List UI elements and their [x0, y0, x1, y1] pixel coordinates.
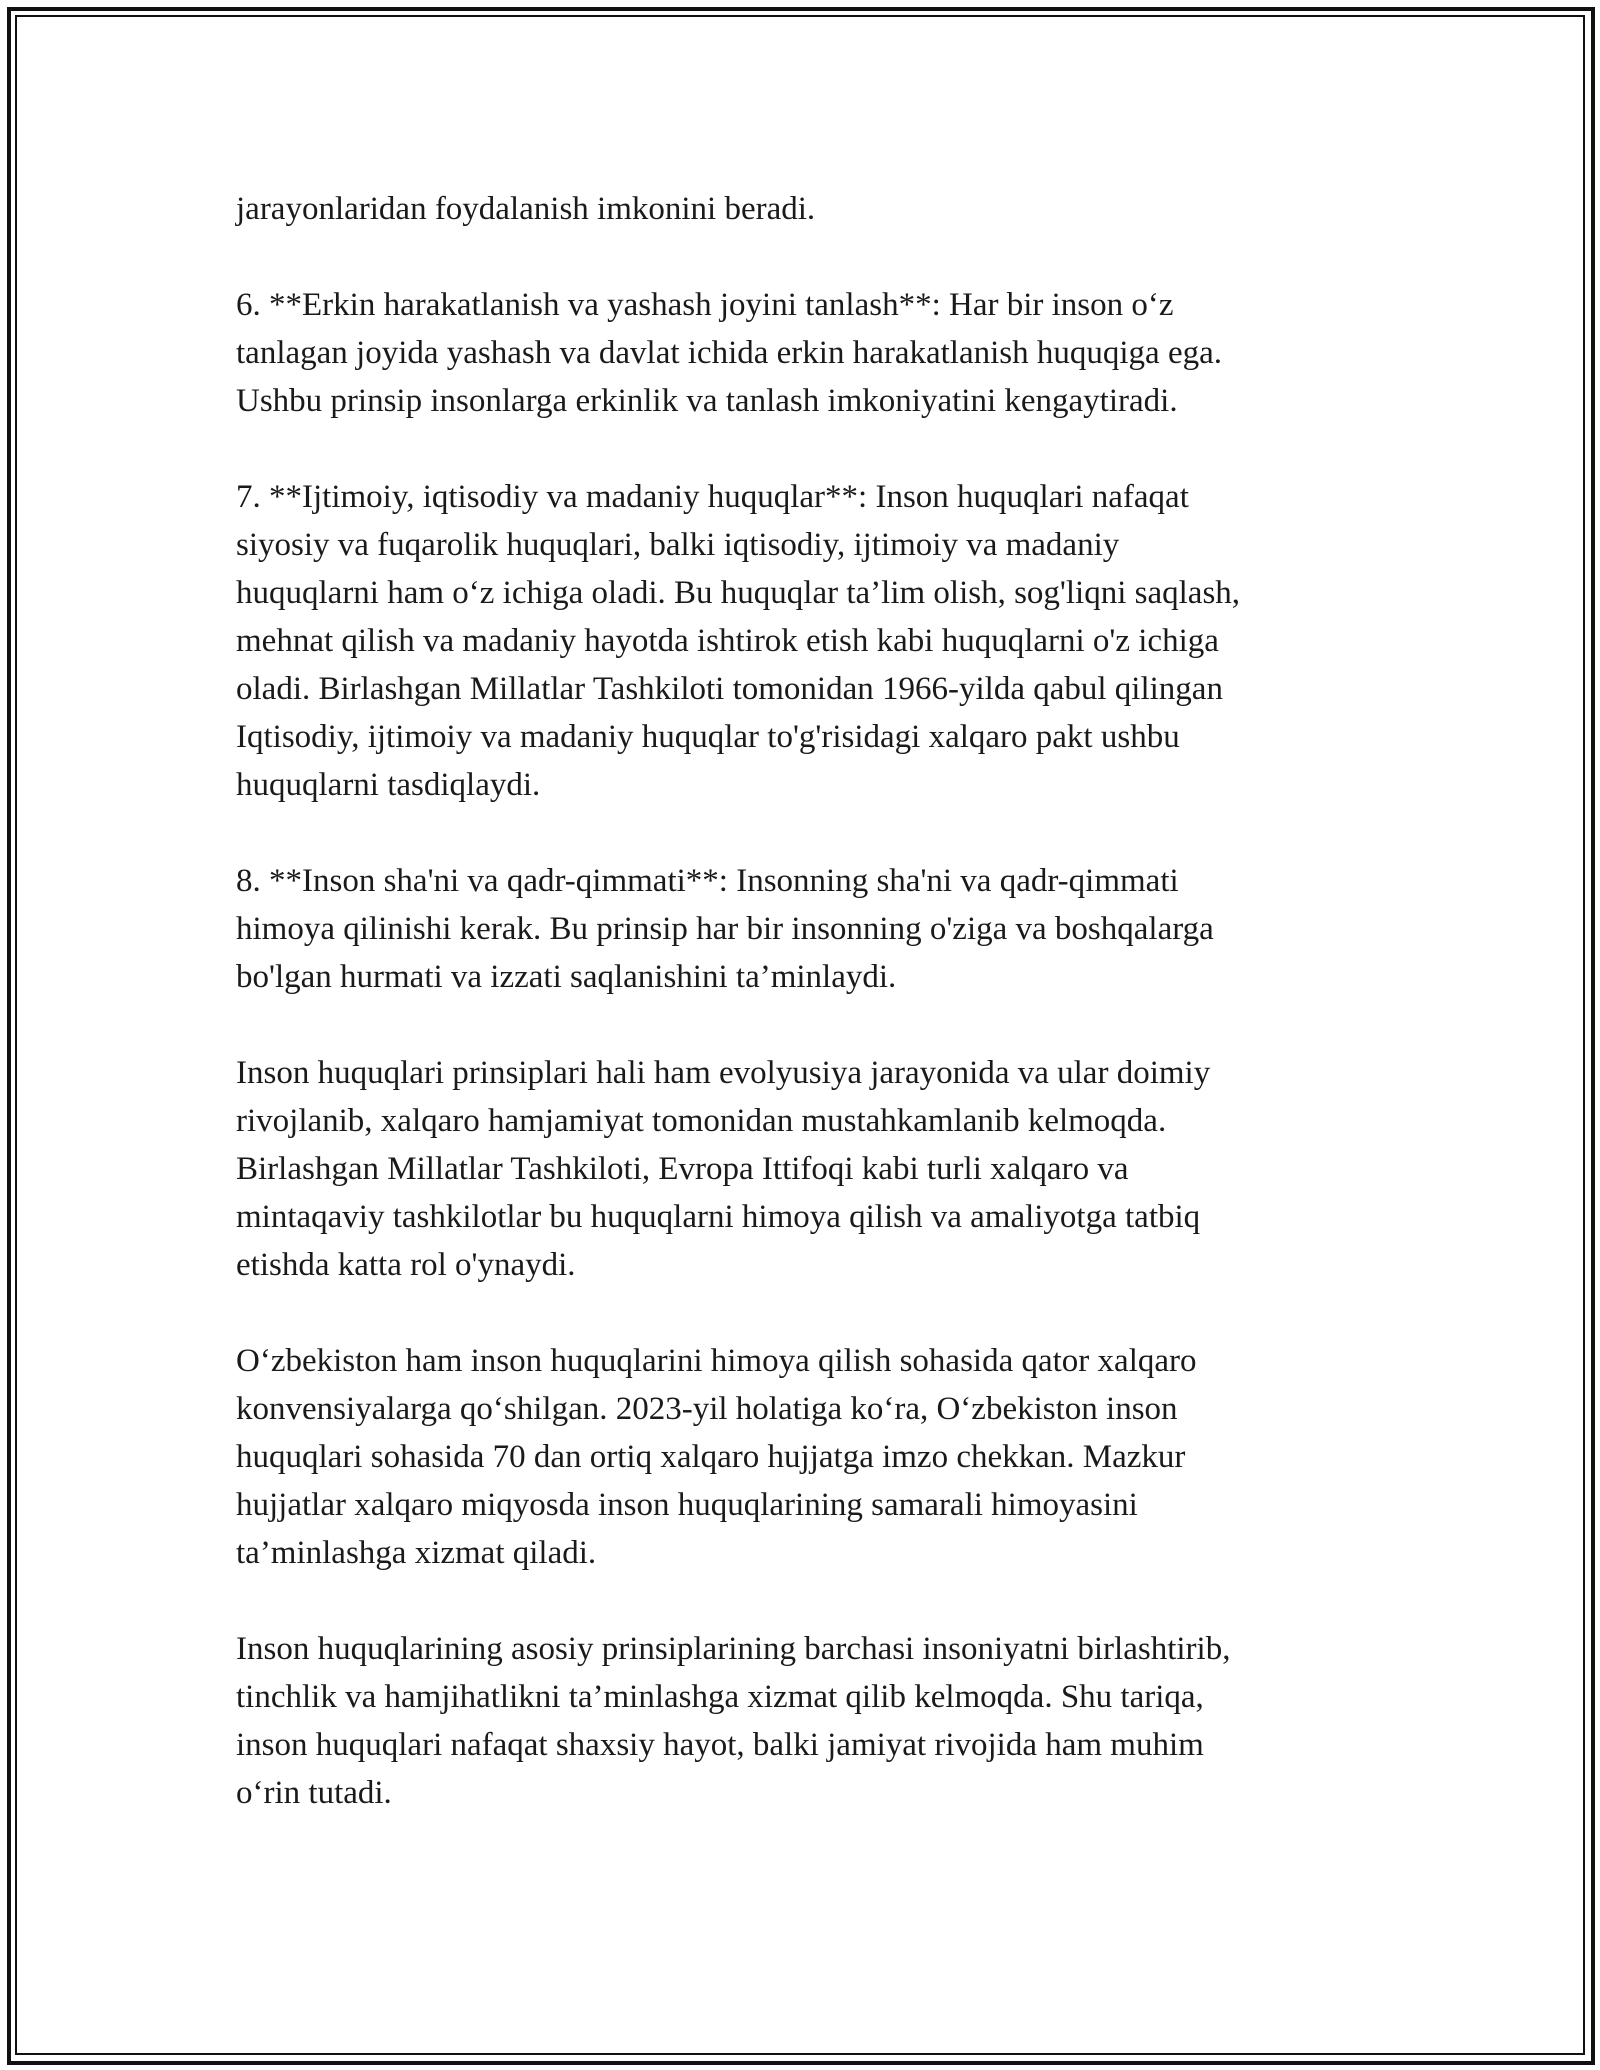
- paragraph: [236, 857, 1376, 1001]
- text-line: Inson huquqlari prinsiplari hali ham evolyusiya jarayonida va ular doimiy: [236, 1055, 1211, 1091]
- text-line: O‘zbekiston ham inson huquqlarini himoya qilish sohasida qator xalqaro: [236, 1343, 1197, 1379]
- text-line: 8. **Inson sha'ni va qadr-qimmati**: Insonning sha'ni va qadr-qimmati: [236, 863, 1179, 899]
- text-line: hujjatlar xalqaro miqyosda inson huquqlarining samarali himoyasini: [236, 1487, 1138, 1523]
- text-line: tanlagan joyida yashash va davlat ichida erkin harakatlanish huquqiga ega.: [236, 335, 1222, 371]
- text-line: 6. **Erkin harakatlanish va yashash joyini tanlash**: Har bir inson o‘z: [236, 287, 1174, 323]
- text-line: inson huquqlari nafaqat shaxsiy hayot, balki jamiyat rivojida ham muhim: [236, 1727, 1204, 1763]
- paragraph: [236, 1049, 1376, 1289]
- text-line: Inson huquqlarining asosiy prinsiplarining barchasi insoniyatni birlashtirib,: [236, 1631, 1231, 1667]
- text-line: mintaqaviy tashkilotlar bu huquqlarni himoya qilish va amaliyotga tatbiq: [236, 1199, 1201, 1235]
- text-line: himoya qilinishi kerak. Bu prinsip har bir insonning o'ziga va boshqalarga: [236, 911, 1214, 947]
- paragraph: [236, 281, 1376, 425]
- text-line: etishda katta rol o'ynaydi.: [236, 1247, 576, 1283]
- text-line: konvensiyalarga qo‘shilgan. 2023-yil holatiga ko‘ra, O‘zbekiston inson: [236, 1391, 1178, 1427]
- text-line: siyosiy va fuqarolik huquqlari, balki iqtisodiy, ijtimoiy va madaniy: [236, 527, 1120, 563]
- text-line: oladi. Birlashgan Millatlar Tashkiloti tomonidan 1966-yilda qabul qilingan: [236, 671, 1223, 707]
- text-line: rivojlanib, xalqaro hamjamiyat tomonidan mustahkamlanib kelmoqda.: [236, 1103, 1167, 1139]
- text-line: o‘rin tutadi.: [236, 1775, 392, 1811]
- text-line: huquqlarni ham o‘z ichiga oladi. Bu huquqlar ta’lim olish, sog'liqni saqlash,: [236, 575, 1241, 611]
- paragraph: [236, 185, 1376, 233]
- paragraph: [236, 1337, 1376, 1577]
- text-line: mehnat qilish va madaniy hayotda ishtirok etish kabi huquqlarni o'z ichiga: [236, 623, 1219, 659]
- paragraph: [236, 473, 1376, 809]
- text-line: Ushbu prinsip insonlarga erkinlik va tanlash imkoniyatini kengaytiradi.: [236, 383, 1178, 419]
- document-body: [236, 185, 1376, 1865]
- text-line: Birlashgan Millatlar Tashkiloti, Evropa Ittifoqi kabi turli xalqaro va: [236, 1151, 1129, 1187]
- text-line: ta’minlashga xizmat qiladi.: [236, 1535, 597, 1571]
- text-line: tinchlik va hamjihatlikni ta’minlashga xizmat qilib kelmoqda. Shu tariqa,: [236, 1679, 1204, 1715]
- text-line: Iqtisodiy, ijtimoiy va madaniy huquqlar to'g'risidagi xalqaro pakt ushbu: [236, 719, 1180, 755]
- text-line: jarayonlaridan foydalanish imkonini beradi.: [236, 191, 816, 227]
- text-line: huquqlari sohasida 70 dan ortiq xalqaro hujjatga imzo chekkan. Mazkur: [236, 1439, 1186, 1475]
- text-line: 7. **Ijtimoiy, iqtisodiy va madaniy huquqlar**: Inson huquqlari nafaqat: [236, 479, 1189, 515]
- text-line: bo'lgan hurmati va izzati saqlanishini ta’minlaydi.: [236, 959, 897, 995]
- paragraph: [236, 1625, 1376, 1817]
- text-line: huquqlarni tasdiqlaydi.: [236, 767, 541, 803]
